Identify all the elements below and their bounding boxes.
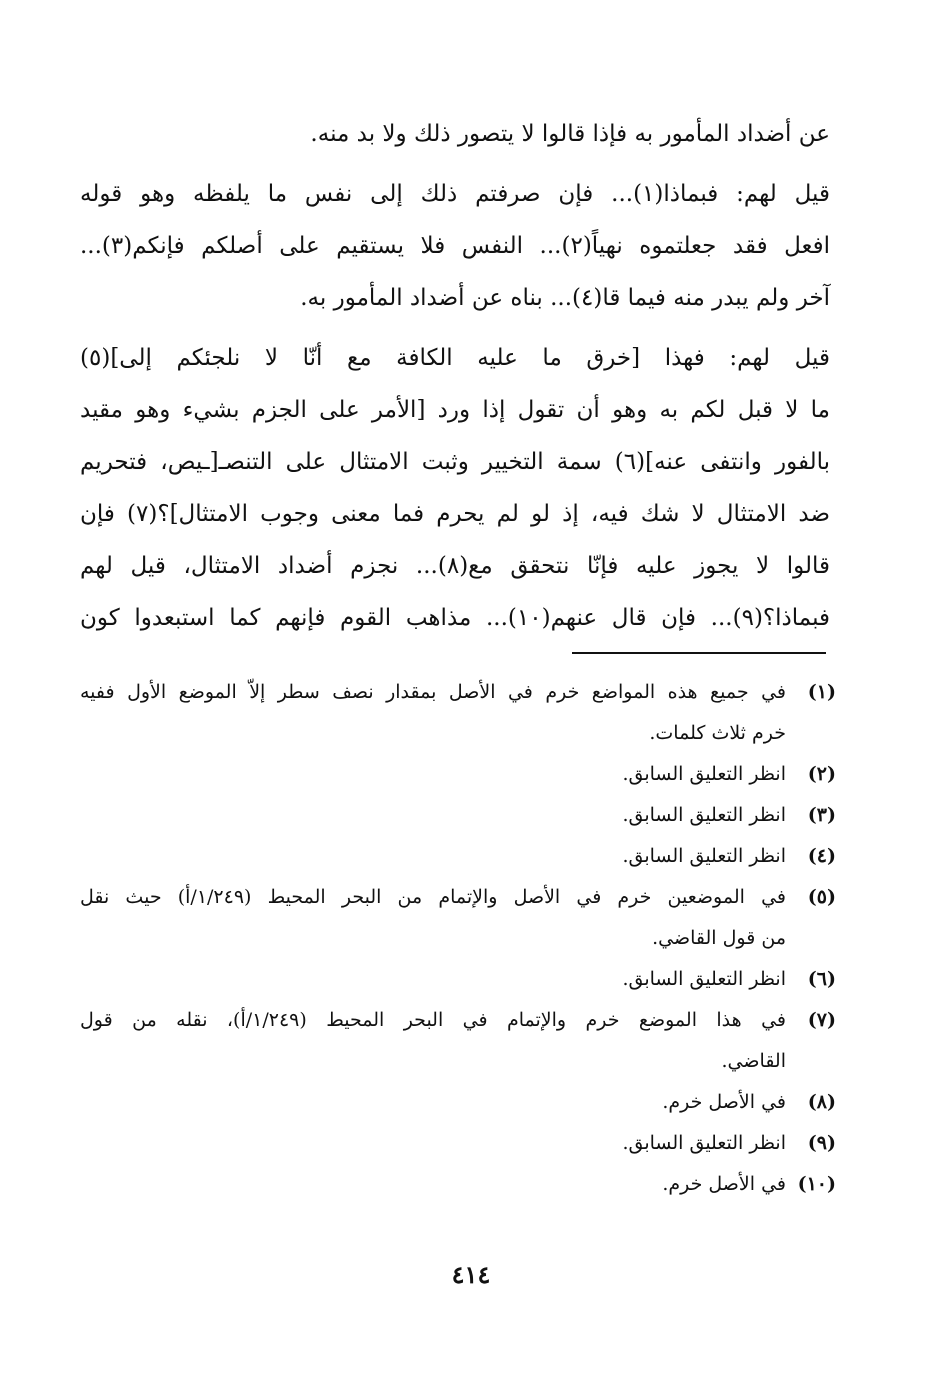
paragraph-3 — [80, 332, 830, 644]
text-line: بالفور وانتفى عنه](٦) سمة التخيير وثبت الامتثال على التنصـ[ـيص، فتحريم — [80, 449, 831, 475]
text-line: قيل لهم: فهذا [خرق ما عليه الكافة مع أنّا لا نلجئكم إلى](٥) — [80, 345, 830, 371]
footnote-text: في هذا الموضع خرم والإتمام في البحر المحيط (١/٢٤٩/أ)، نقله من قول — [80, 1009, 786, 1031]
footnote-item — [80, 672, 836, 754]
footnote-text: في الأصل خرم. — [662, 1091, 786, 1113]
footnote-number: (٦) — [807, 968, 836, 990]
footnote-number: (٩) — [807, 1132, 836, 1154]
main-text — [80, 108, 830, 652]
footnote-text: في جميع هذه المواضع خرم في الأصل بمقدار نصف سطر إلاّ الموضع الأول ففيه — [80, 681, 786, 703]
footnote-item — [80, 795, 836, 836]
page-number: ٤١٤ — [451, 1260, 491, 1289]
footnote-number: (٢) — [807, 763, 836, 785]
text-line: عن أضداد المأمور به فإذا قالوا لا يتصور ذلك ولا بد منه. — [310, 121, 830, 147]
footnote-number: (٤) — [807, 845, 836, 867]
text-line: ما لا قبل لكم به وهو أن تقول إذا ورد [الأمر على الجزم بشيء وهو مقيد — [80, 397, 830, 423]
footnote-text: من قول القاضي. — [652, 927, 786, 949]
footnote-text: القاضي. — [721, 1050, 786, 1072]
footnotes — [80, 672, 836, 1205]
footnote-number: (٥) — [807, 886, 836, 908]
footnote-item — [80, 1123, 836, 1164]
footnote-item — [80, 877, 836, 959]
footnote-item — [80, 836, 836, 877]
footnote-item — [80, 1164, 836, 1205]
footnote-text: انظر التعليق السابق. — [622, 845, 786, 867]
footnote-separator — [572, 652, 826, 654]
text-line: ضد الامتثال لا شك فيه، إذ لو لم يحرم فما معنى وجوب الامتثال]؟(٧) فإن — [80, 501, 830, 527]
footnote-text: في الموضعين خرم في الأصل والإتمام من البحر المحيط (١/٢٤٩/أ) حيث نقل — [80, 886, 786, 908]
footnote-number: (٨) — [807, 1091, 836, 1113]
paragraph-1 — [80, 108, 830, 160]
footnote-item — [80, 1000, 836, 1082]
text-line: قيل لهم: فبماذا(١)... فإن صرفتم ذلك إلى نفس ما يلفظه وهو قوله — [80, 181, 830, 207]
footnote-text: انظر التعليق السابق. — [622, 968, 786, 990]
text-line: قالوا لا يجوز عليه فإنّا نتحقق مع(٨)... نجزم أضداد الامتثال، قيل لهم — [80, 553, 831, 579]
footnote-item — [80, 959, 836, 1000]
footnote-text: انظر التعليق السابق. — [622, 804, 786, 826]
footnote-item — [80, 754, 836, 795]
text-line: افعل فقد جعلتموه نهياً(٢)... النفس فلا يستقيم على أصلكم فإنكم(٣)... — [80, 233, 830, 259]
footnote-text: خرم ثلاث كلمات. — [649, 722, 786, 744]
text-line: آخر ولم يبدر منه فيما قا(٤)... بناه عن أضداد المأمور به. — [300, 285, 830, 311]
footnote-number: (٧) — [807, 1009, 836, 1031]
footnote-text: انظر التعليق السابق. — [622, 763, 786, 785]
footnote-number: (١٠) — [797, 1173, 836, 1195]
footnote-item — [80, 1082, 836, 1123]
footnote-number: (٣) — [807, 804, 836, 826]
text-line: فبماذا؟(٩)... فإن قال عنهم(١٠)... مذاهب القوم فإنهم كما استبعدوا كون — [80, 605, 831, 631]
footnote-number: (١) — [807, 681, 836, 703]
footnote-text: في الأصل خرم. — [662, 1173, 786, 1195]
footnote-text: انظر التعليق السابق. — [622, 1132, 786, 1154]
paragraph-2 — [80, 168, 830, 324]
